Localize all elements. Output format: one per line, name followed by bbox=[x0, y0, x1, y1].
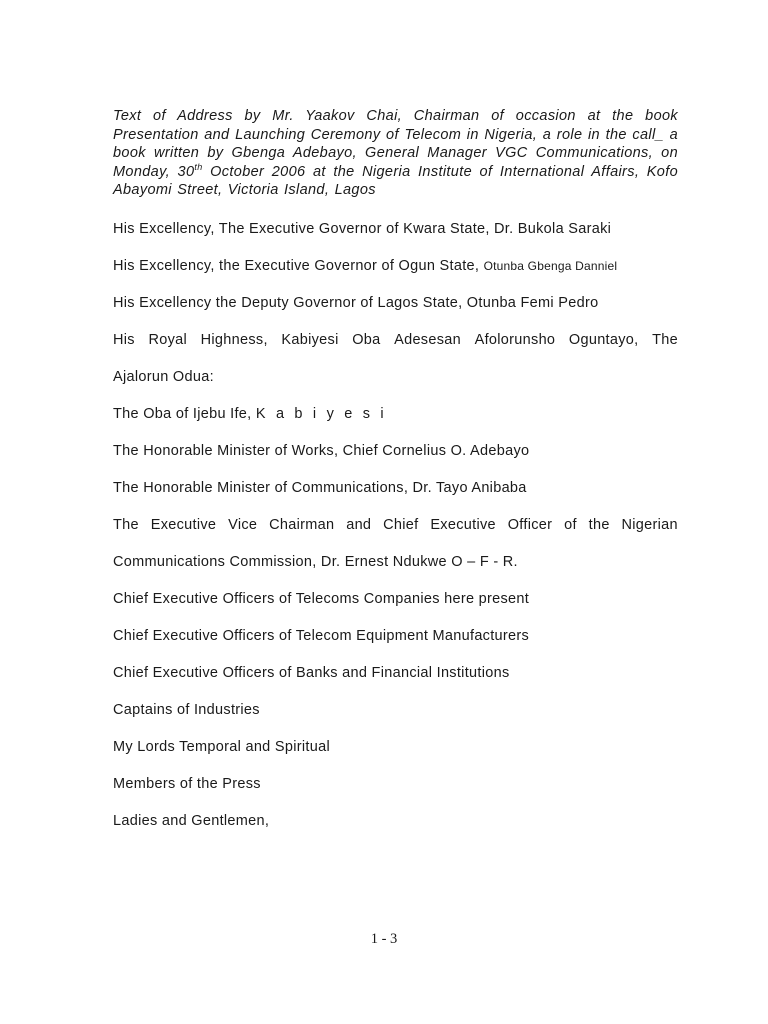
salutation-ceo-telecoms: Chief Executive Officers of Telecoms Companies here present bbox=[113, 591, 530, 607]
word: The bbox=[113, 517, 139, 533]
word: Oba bbox=[352, 332, 381, 348]
word: His bbox=[113, 332, 135, 348]
salutation-minister-communications: The Honorable Minister of Communications, Dr. Tayo Anibaba bbox=[113, 480, 527, 496]
word: the bbox=[588, 517, 610, 533]
intro-date-superscript: th bbox=[194, 161, 203, 172]
address-intro bbox=[113, 107, 678, 200]
word: Afolorunsho bbox=[474, 332, 556, 348]
word: Chief bbox=[383, 517, 419, 533]
word: Oguntayo, bbox=[568, 332, 639, 348]
salutation-press: Members of the Press bbox=[113, 776, 261, 792]
word: Kabiyesi bbox=[281, 332, 339, 348]
word: Vice bbox=[228, 517, 258, 533]
word: of bbox=[564, 517, 577, 533]
word: Adesesan bbox=[394, 332, 462, 348]
salutation-ladies-gentlemen: Ladies and Gentlemen, bbox=[113, 813, 270, 829]
word: Nigerian bbox=[621, 517, 678, 533]
intro-text-part2: October 2006 at the Nigeria Institute of International Affairs, Kofo Abayomi Street, Victoria Island, Lagos bbox=[113, 163, 679, 199]
word: Royal bbox=[148, 332, 188, 348]
word: The bbox=[652, 332, 678, 348]
salutation-ogun-name: Otunba Gbenga Danniel bbox=[483, 259, 618, 273]
salutation-kwara: His Excellency, The Executive Governor of Kwara State, Dr. Bukola Saraki bbox=[113, 221, 612, 237]
salutation-ceo-equipment: Chief Executive Officers of Telecom Equipment Manufacturers bbox=[113, 628, 530, 644]
salutation-minister-works: The Honorable Minister of Works, Chief Cornelius O. Adebayo bbox=[113, 443, 530, 459]
word: Chairman bbox=[269, 517, 335, 533]
word: Executive bbox=[430, 517, 496, 533]
word: Highness, bbox=[200, 332, 268, 348]
salutation-royal-continued: Ajalorun Odua: bbox=[113, 369, 214, 385]
salutation-ogun-main: His Excellency, the Executive Governor of Ogun State, bbox=[113, 258, 480, 274]
salutation-oba bbox=[113, 405, 678, 423]
salutation-evc bbox=[113, 516, 678, 534]
salutation-lords: My Lords Temporal and Spiritual bbox=[113, 739, 330, 755]
word: Executive bbox=[150, 517, 217, 533]
salutation-evc-continued: Communications Commission, Dr. Ernest Ndukwe O – F - R. bbox=[113, 554, 518, 570]
salutation-oba-prefix: The Oba of Ijebu Ife, bbox=[113, 406, 252, 422]
salutation-captains: Captains of Industries bbox=[113, 702, 260, 718]
salutation-royal bbox=[113, 331, 678, 349]
word: and bbox=[346, 517, 372, 533]
word: Officer bbox=[507, 517, 553, 533]
page-number: 1 - 3 bbox=[370, 931, 398, 947]
salutation-ceo-banks: Chief Executive Officers of Banks and Financial Institutions bbox=[113, 665, 510, 681]
salutation-ogun bbox=[113, 257, 678, 275]
salutation-lagos: His Excellency the Deputy Governor of Lagos State, Otunba Femi Pedro bbox=[113, 295, 599, 311]
intro-text-part1: Text of Address by Mr. Yaakov Chai, Chairman of occasion at the book Presentation and Launching Ceremony of Telecom in Nigeria, a role in the call_ a book written by Gbenga Adebayo, General Manager VGC Communications, on Monday, 30 bbox=[113, 108, 678, 180]
salutation-oba-title: K a b i y e s i bbox=[255, 406, 387, 422]
